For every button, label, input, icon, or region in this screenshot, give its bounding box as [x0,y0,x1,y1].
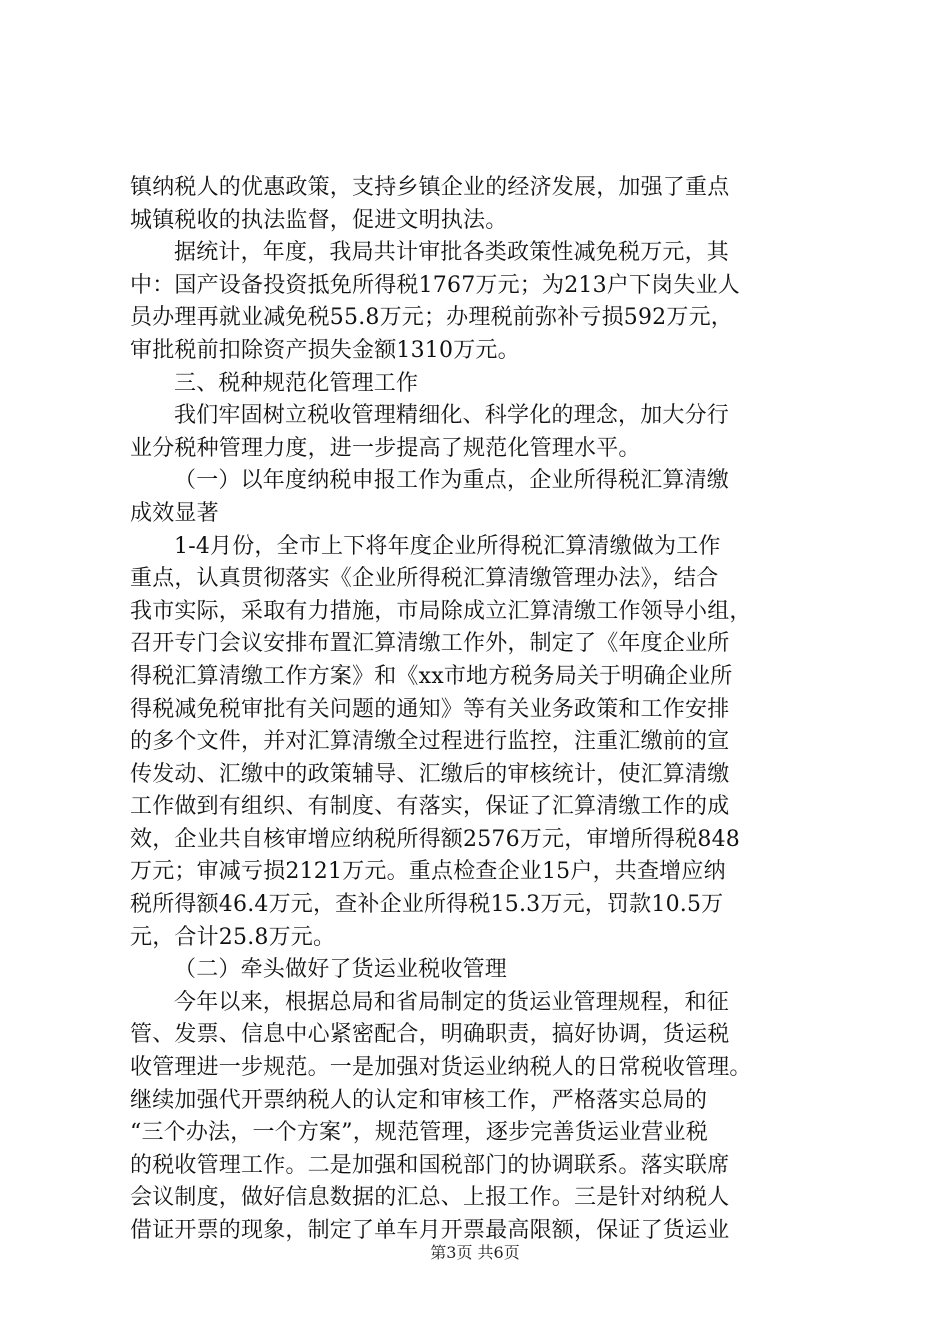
text-line: 得税汇算清缴工作方案》和《xx市地方税务局关于明确企业所 [130,663,733,689]
text-line: 我市实际，采取有力措施，市局除成立汇算清缴工作领导小组， [130,598,752,624]
document-body [130,172,830,1248]
text-line: （二）牵头做好了货运业税收管理 [174,957,508,983]
text-line: 三、税种规范化管理工作 [174,370,419,396]
text-line: 元，合计25.8万元。 [130,924,336,950]
text-line: 继续加强代开票纳税人的认定和审核工作，严格落实总局的 [130,1087,708,1113]
text-line: 重点，认真贯彻落实《企业所得税汇算清缴管理办法》，结合 [130,566,719,592]
text-line: 万元；审减亏损2121万元。重点检查企业15户，共查增应纳 [130,859,726,885]
text-line: 城镇税收的执法监督，促进文明执法。 [130,207,508,233]
text-line: （一）以年度纳税申报工作为重点，企业所得税汇算清缴 [174,468,730,494]
text-line: 传发动、汇缴中的政策辅导、汇缴后的审核统计，使汇算清缴 [130,761,730,787]
text-line: 据统计，年度，我局共计审批各类政策性减免税万元，其 [174,240,730,266]
text-line: 借证开票的现象，制定了单车月开票最高限额，保证了货运业 [130,1218,730,1243]
page-footer: 第3页 共6页 [430,1243,520,1262]
text-line: 税所得额46.4万元，查补企业所得税15.3万元，罚款10.5万 [130,892,724,918]
text-line: 审批税前扣除资产损失金额1310万元。 [130,337,520,363]
text-line: 业分税种管理力度，进一步提高了规范化管理水平。 [130,435,641,461]
text-line: 收管理进一步规范。一是加强对货运业纳税人的日常税收管理。 [130,1055,752,1081]
text-line: 我们牢固树立税收管理精细化、科学化的理念，加大分行 [174,403,730,429]
text-line: 召开专门会议安排布置汇算清缴工作外，制定了《年度企业所 [130,631,730,657]
text-line: 镇纳税人的优惠政策，支持乡镇企业的经济发展，加强了重点 [130,175,730,200]
text-line: 1-4月份，全市上下将年度企业所得税汇算清缴做为工作 [174,533,721,559]
text-line: 员办理再就业减免税55.8万元；办理税前弥补亏损592万元， [130,305,733,331]
text-line: 中：国产设备投资抵免所得税1767万元；为213户下岗失业人 [130,272,740,298]
text-line: 效，企业共自核审增应纳税所得额2576万元，审增所得税848 [130,826,740,852]
text-line: 会议制度，做好信息数据的汇总、上报工作。三是针对纳税人 [130,1185,730,1211]
text-line: 的多个文件，并对汇算清缴全过程进行监控，注重汇缴前的宣 [130,729,730,755]
text-line: 得税减免税审批有关问题的通知》等有关业务政策和工作安排 [130,696,730,722]
text-line: “三个办法，一个方案”，规范管理，逐步完善货运业营业税 [130,1120,708,1146]
text-line: 工作做到有组织、有制度、有落实，保证了汇算清缴工作的成 [130,794,730,820]
text-line: 管、发票、信息中心紧密配合，明确职责，搞好协调，货运税 [130,1022,730,1048]
text-line: 成效显著 [130,500,219,526]
text-line: 的税收管理工作。二是加强和国税部门的协调联系。落实联席 [130,1152,730,1178]
text-line: 今年以来，根据总局和省局制定的货运业管理规程，和征 [174,989,730,1015]
